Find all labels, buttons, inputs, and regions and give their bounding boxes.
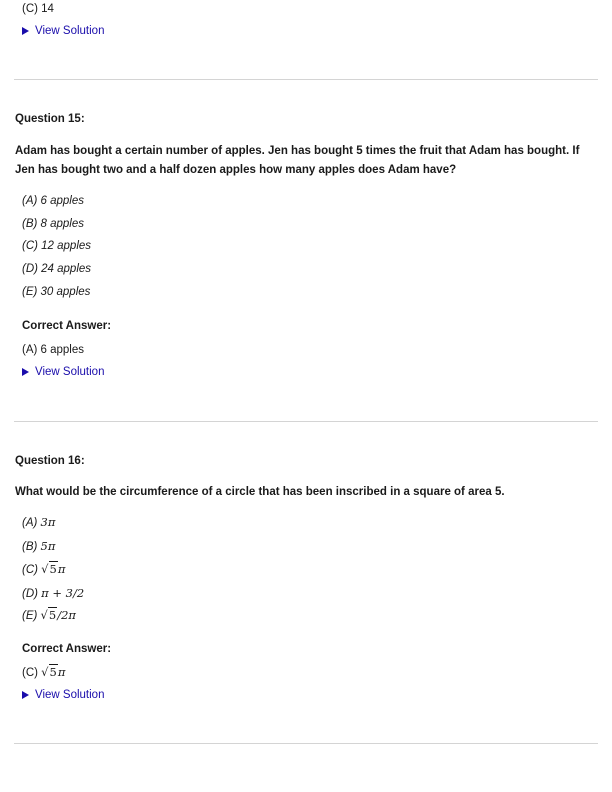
previous-answer: (C) 14 — [22, 3, 54, 15]
math-expression: 3π — [40, 515, 56, 529]
option-a: (A) 6 apples — [22, 195, 85, 207]
view-solution-label: View Solution — [35, 25, 105, 37]
question-text: Adam has bought a certain number of apples. Jen has bought 5 times the fruit that Adam has bought. If Jen has bought two and a half dozen apples how many apples does Adam have? — [15, 145, 580, 176]
question-title: Question 15: — [15, 113, 85, 125]
view-solution-label: View Solution — [35, 366, 105, 378]
math-expression: √5π — [41, 562, 66, 576]
correct-answer: (C) √5π — [22, 665, 66, 679]
option-b: (B) 8 apples — [22, 218, 85, 230]
divider — [14, 79, 598, 80]
sqrt-icon: √ — [41, 665, 49, 679]
option-d: (D) 24 apples — [22, 263, 92, 275]
disclosure-triangle-icon — [22, 368, 29, 376]
option-c: (C) √5π — [22, 562, 66, 576]
divider — [14, 421, 598, 422]
option-d: (D) π + 3/2 — [22, 586, 85, 600]
view-solution-link[interactable] — [22, 689, 104, 701]
math-expression: 5π — [40, 539, 56, 553]
option-e: (E) 30 apples — [22, 286, 91, 298]
question-title: Question 16: — [15, 455, 85, 467]
option-e: (E) √5/2π — [22, 608, 76, 622]
correct-answer-label: Correct Answer: — [22, 320, 112, 332]
disclosure-triangle-icon — [22, 691, 29, 699]
correct-answer-label: Correct Answer: — [22, 643, 112, 655]
sqrt-icon: √ — [40, 608, 48, 622]
option-a: (A) 3π — [22, 515, 56, 529]
view-solution-label: View Solution — [35, 689, 105, 701]
sqrt-icon: √ — [41, 562, 49, 576]
math-expression: √5π — [41, 665, 66, 679]
question-text: What would be the circumference of a circle that has been inscribed in a square of area 5. — [15, 486, 505, 498]
view-solution-link[interactable] — [22, 366, 104, 378]
option-c: (C) 12 apples — [22, 240, 92, 252]
disclosure-triangle-icon — [22, 27, 29, 35]
math-expression: π + 3/2 — [41, 586, 85, 600]
option-b: (B) 5π — [22, 539, 56, 553]
correct-answer: (A) 6 apples — [22, 344, 85, 356]
divider — [14, 743, 598, 744]
view-solution-link[interactable] — [22, 25, 104, 37]
math-expression: √5/2π — [40, 608, 76, 622]
